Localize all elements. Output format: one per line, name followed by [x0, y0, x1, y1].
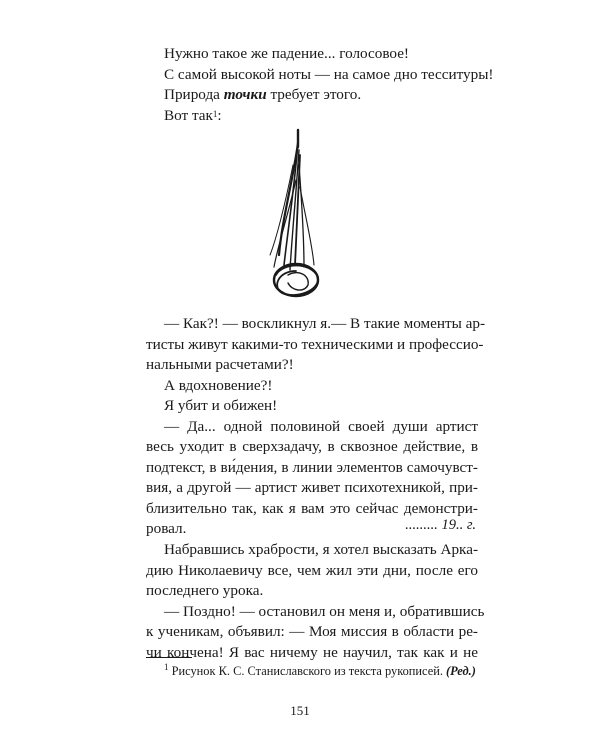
text-line: — Да... одной половиной своей души артист — [164, 417, 478, 435]
date-heading: ......... 19.. г. — [405, 517, 476, 533]
text-line: Набравшись храбрости, я хотел высказать Арка- — [164, 541, 478, 558]
text-fragment: требует этого. — [270, 86, 362, 103]
text-line: вия, а другой — артист живет психотехникой, при- — [146, 479, 478, 496]
text-line: — Поздно! — остановил он меня и, обратившись — [164, 602, 485, 620]
text-line — [146, 106, 478, 127]
text-line: тисты живут какими-то техническими и профессио- — [146, 335, 484, 353]
text-line: нальными расчетами?! — [146, 356, 294, 373]
text-line: близительно так, как я вам это сейчас демонстри- — [146, 499, 478, 517]
text-line: подтекст, в ви́дения, в линии элементов самочувст- — [146, 458, 478, 476]
top-paragraph — [146, 44, 494, 126]
emphasis-word: точки — [223, 86, 267, 103]
text-line: весь уходит в сверхзадачу, в сквозное действие, в — [146, 438, 478, 455]
footnote — [164, 664, 476, 679]
footnote-reference: 1 — [212, 108, 218, 119]
page-number: 151 — [290, 703, 310, 718]
falling-point-sketch-icon — [252, 125, 332, 305]
footnote-mark: 1 — [164, 662, 169, 672]
text-line: А вдохновение?! — [164, 376, 273, 394]
footnote-text: Рисунок К. С. Станиславского из текста рукописей. — [171, 664, 443, 678]
text-line: — Как?! — воскликнул я.— В такие моменты ар- — [164, 315, 486, 332]
text-line: С самой высокой ноты — на самое дно тесситуры! — [164, 65, 494, 83]
text-line: Я убит и обижен! — [164, 397, 278, 414]
text-line: Нужно такое же падение... голосовое! — [164, 45, 409, 62]
footnote-divider — [146, 657, 192, 658]
bottom-paragraph — [146, 540, 485, 663]
footnote-editor: (Ред.) — [446, 664, 476, 678]
text-line: к ученикам, объявил: — Моя миссия в области ре- — [146, 623, 478, 640]
text-fragment: : — [217, 106, 222, 124]
text-line: дию Николаевичу все, чем жил эти дни, после его — [146, 561, 478, 579]
text-line: ровал. — [146, 520, 187, 537]
text-line: чи кончена! Я вас ничему не научил, так как и не — [146, 643, 478, 661]
text-line — [146, 85, 478, 106]
text-fragment: Вот так — [164, 106, 213, 124]
text-line: последнего урока. — [146, 582, 264, 599]
dialogue-section — [146, 314, 486, 540]
text-fragment: Природа — [164, 86, 220, 103]
